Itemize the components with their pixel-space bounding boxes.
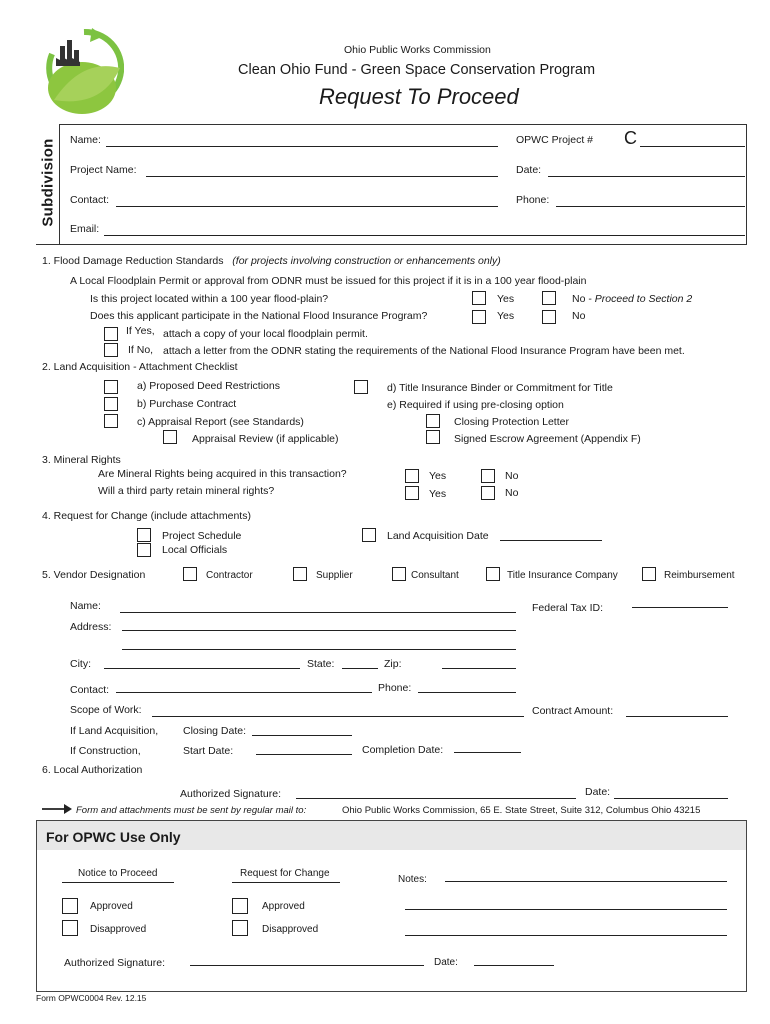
project-name-field[interactable]	[146, 176, 498, 177]
scope-field[interactable]	[152, 716, 524, 717]
page-title: Request To Proceed	[319, 84, 519, 109]
escrow-agreement-checkbox[interactable]	[426, 430, 440, 444]
notice-disapproved-checkbox[interactable]	[62, 920, 78, 936]
date-field[interactable]	[548, 176, 745, 177]
name-label: Name:	[70, 134, 101, 146]
floodplain-no-label: No - Proceed to Section 2	[572, 293, 693, 305]
request-change-underline	[232, 882, 340, 883]
notes-field-3[interactable]	[405, 935, 727, 936]
local-auth-sig-field[interactable]	[296, 798, 576, 799]
contractor-checkbox[interactable]	[183, 567, 197, 581]
section2-heading: 2. Land Acquisition - Attachment Checklist	[42, 361, 238, 373]
floodplain-yes-checkbox[interactable]	[472, 291, 486, 305]
fed-tax-field[interactable]	[632, 607, 728, 608]
land-acq-date-label: Land Acquisition Date	[387, 530, 489, 542]
if-yes-text: attach a copy of your local floodplain permit.	[163, 328, 368, 340]
project-schedule-checkbox[interactable]	[137, 528, 151, 542]
consultant-label: Consultant	[411, 570, 459, 581]
purchase-contract-label: b) Purchase Contract	[137, 398, 237, 410]
local-officials-label: Local Officials	[162, 544, 228, 556]
contact-field[interactable]	[116, 206, 498, 207]
ohio-green-logo	[42, 28, 124, 120]
zip-field[interactable]	[442, 668, 516, 669]
floodplain-yes-label: Yes	[497, 293, 515, 305]
state-label: State:	[307, 658, 335, 670]
notice-disapproved-label: Disapproved	[90, 924, 147, 935]
opwc-title: For OPWC Use Only	[46, 829, 181, 845]
opwc-project-label: OPWC Project #	[516, 134, 594, 146]
contract-amount-field[interactable]	[626, 716, 728, 717]
closing-date-field[interactable]	[252, 735, 352, 736]
completion-date-field[interactable]	[454, 752, 521, 753]
fed-tax-label: Federal Tax ID:	[532, 602, 604, 614]
if-construction-label: If Construction,	[70, 745, 141, 757]
opwc-auth-sig-field[interactable]	[190, 965, 424, 966]
escrow-agreement-label: Signed Escrow Agreement (Appendix F)	[454, 433, 641, 445]
notes-field-1[interactable]	[445, 881, 727, 882]
commission-name: Ohio Public Works Commission	[344, 44, 491, 56]
subdivision-box	[36, 124, 747, 245]
title-insurance-label: d) Title Insurance Binder or Commitment for Title	[387, 382, 613, 394]
subdivision-label: Subdivision	[39, 138, 57, 227]
mineral-acquired-no-checkbox[interactable]	[481, 469, 495, 483]
notice-approved-label: Approved	[90, 901, 133, 912]
reimbursement-label: Reimbursement	[664, 570, 735, 581]
contract-amount-label: Contract Amount:	[532, 705, 614, 717]
closing-date-label: Closing Date:	[183, 725, 247, 737]
zip-label: Zip:	[384, 658, 402, 670]
mineral-retain-yes-label: Yes	[429, 488, 447, 500]
city-label: City:	[70, 658, 91, 670]
nfip-no-label: No	[572, 310, 586, 322]
change-disapproved-label: Disapproved	[262, 924, 319, 935]
notes-field-2[interactable]	[405, 909, 727, 910]
email-field[interactable]	[104, 235, 745, 236]
deed-restrictions-label: a) Proposed Deed Restrictions	[137, 380, 280, 392]
if-no-text: attach a letter from the ODNR stating the requirements of the National Flood Insurance Program have been met.	[163, 345, 685, 357]
state-field[interactable]	[342, 668, 378, 669]
program-name: Clean Ohio Fund - Green Space Conservation Program	[238, 62, 596, 78]
land-acq-date-field[interactable]	[500, 540, 602, 541]
vendor-contact-field[interactable]	[116, 692, 372, 693]
opwc-auth-sig-label: Authorized Signature:	[64, 957, 165, 969]
if-yes-checkbox[interactable]	[104, 327, 118, 341]
reimbursement-checkbox[interactable]	[642, 567, 656, 581]
vendor-name-label: Name:	[70, 600, 101, 612]
if-land-label: If Land Acquisition,	[70, 725, 159, 737]
opwc-project-field[interactable]	[640, 146, 745, 147]
appraisal-report-label: c) Appraisal Report (see Standards)	[137, 416, 304, 428]
mineral-retain-yes-checkbox[interactable]	[405, 486, 419, 500]
notice-to-proceed-label: Notice to Proceed	[78, 868, 158, 879]
title-company-checkbox[interactable]	[486, 567, 500, 581]
contact-label: Contact:	[70, 194, 110, 206]
address-label: Address:	[70, 621, 112, 633]
section5-heading: 5. Vendor Designation	[42, 569, 146, 581]
name-field[interactable]	[106, 146, 498, 147]
mail-address: Ohio Public Works Commission, 65 E. State Street, Suite 312, Columbus Ohio 43215	[342, 805, 701, 816]
floodplain-question: Is this project located within a 100 year flood-plain?	[90, 293, 329, 305]
purchase-contract-checkbox[interactable]	[104, 397, 118, 411]
date-label: Date:	[516, 164, 542, 176]
mineral-acquired-yes-checkbox[interactable]	[405, 469, 419, 483]
notice-approved-checkbox[interactable]	[62, 898, 78, 914]
land-acq-date-checkbox[interactable]	[362, 528, 376, 542]
title-company-label: Title Insurance Company	[507, 570, 618, 581]
section3-heading: 3. Mineral Rights	[42, 454, 121, 466]
mineral-acquired-no-label: No	[505, 470, 519, 482]
section1-intro: A Local Floodplain Permit or approval from ODNR must be issued for this project if it is in a 100 year flood-plain	[70, 275, 587, 287]
closing-protection-checkbox[interactable]	[426, 414, 440, 428]
change-approved-label: Approved	[262, 901, 305, 912]
arrow-right-icon	[42, 804, 72, 814]
subdivision-tab	[36, 124, 60, 244]
floodplain-no-checkbox[interactable]	[542, 291, 556, 305]
notice-underline	[62, 882, 174, 883]
start-date-label: Start Date:	[183, 745, 234, 757]
deed-restrictions-checkbox[interactable]	[104, 380, 118, 394]
nfip-yes-checkbox[interactable]	[472, 310, 486, 324]
opwc-date-field[interactable]	[474, 965, 554, 966]
vendor-contact-label: Contact:	[70, 684, 110, 696]
if-no-label: If No,	[128, 344, 154, 356]
address-field-1[interactable]	[122, 630, 516, 631]
form-id: Form OPWC0004 Rev. 12.15	[36, 993, 147, 1003]
consultant-checkbox[interactable]	[392, 567, 406, 581]
supplier-label: Supplier	[316, 570, 353, 581]
mineral-retain-no-checkbox[interactable]	[481, 486, 495, 500]
project-name-label: Project Name:	[70, 164, 137, 176]
vendor-phone-field[interactable]	[418, 692, 516, 693]
opwc-date-label: Date:	[434, 957, 458, 968]
nfip-no-checkbox[interactable]	[542, 310, 556, 324]
vendor-phone-label: Phone:	[378, 682, 412, 694]
change-disapproved-checkbox[interactable]	[232, 920, 248, 936]
appraisal-review-label: Appraisal Review (if applicable)	[192, 433, 339, 445]
address-field-2[interactable]	[122, 649, 516, 650]
local-auth-date-label: Date:	[585, 786, 611, 798]
change-approved-checkbox[interactable]	[232, 898, 248, 914]
nfip-yes-label: Yes	[497, 310, 515, 322]
completion-date-label: Completion Date:	[362, 744, 444, 756]
project-schedule-label: Project Schedule	[162, 530, 242, 542]
if-yes-label: If Yes,	[126, 325, 155, 337]
city-field[interactable]	[104, 668, 300, 669]
mineral-retain-question: Will a third party retain mineral rights?	[98, 485, 275, 497]
section4-heading: 4. Request for Change (include attachments)	[42, 510, 251, 522]
local-auth-sig-label: Authorized Signature:	[180, 788, 281, 800]
scope-label: Scope of Work:	[70, 704, 142, 716]
closing-protection-label: Closing Protection Letter	[454, 416, 569, 428]
appraisal-review-checkbox[interactable]	[163, 430, 177, 444]
appraisal-report-checkbox[interactable]	[104, 414, 118, 428]
nfip-question: Does this applicant participate in the National Flood Insurance Program?	[90, 310, 428, 322]
section6-heading: 6. Local Authorization	[42, 764, 143, 776]
notes-label: Notes:	[398, 874, 427, 885]
supplier-checkbox[interactable]	[293, 567, 307, 581]
mail-note: Form and attachments must be sent by regular mail to:	[76, 805, 307, 816]
start-date-field[interactable]	[256, 754, 352, 755]
request-change-label: Request for Change	[240, 868, 330, 879]
email-label: Email:	[70, 223, 100, 235]
local-officials-checkbox[interactable]	[137, 543, 151, 557]
if-no-checkbox[interactable]	[104, 343, 118, 357]
opwc-prefix: C	[624, 128, 637, 148]
preclosing-label: e) Required if using pre-closing option	[387, 399, 564, 411]
phone-field[interactable]	[556, 206, 745, 207]
local-auth-date-field[interactable]	[614, 798, 728, 799]
title-insurance-checkbox[interactable]	[354, 380, 368, 394]
section1-heading: 1. Flood Damage Reduction Standards (for projects involving construction or enhancements only)	[42, 255, 501, 267]
vendor-name-field[interactable]	[120, 612, 516, 613]
mineral-retain-no-label: No	[505, 487, 519, 499]
mineral-acquired-question: Are Mineral Rights being acquired in this transaction?	[98, 468, 347, 480]
contractor-label: Contractor	[206, 570, 253, 581]
phone-label: Phone:	[516, 194, 550, 206]
mineral-acquired-yes-label: Yes	[429, 470, 447, 482]
